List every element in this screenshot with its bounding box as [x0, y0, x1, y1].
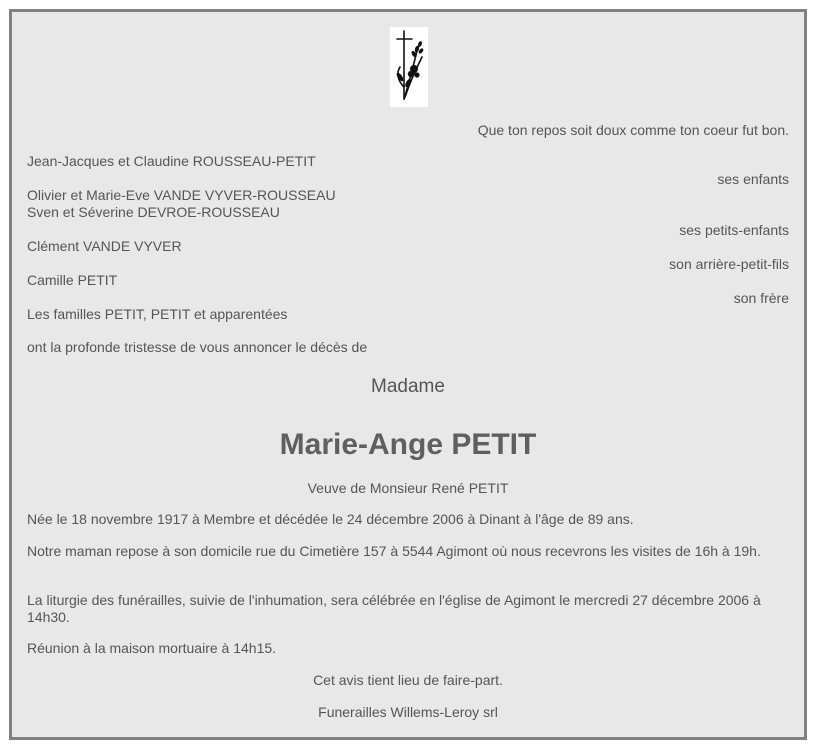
family-name-4: Clément VANDE VYVER	[27, 238, 182, 254]
paragraph-birth-death: Née le 18 novembre 1917 à Membre et décédée le 24 décembre 2006 à Dinant à l'âge de 89 ans.	[27, 511, 634, 527]
relation-grandchildren: ses petits-enfants	[679, 222, 789, 238]
epigraph: Que ton repos soit doux comme ton coeur fut bon.	[477, 122, 789, 138]
deceased-name: Marie-Ange PETIT	[279, 428, 537, 461]
family-name-6: Les familles PETIT, PETIT et apparentées	[27, 306, 288, 322]
family-name-3: Sven et Séverine DEVROE-ROUSSEAU	[27, 204, 280, 220]
announcement: ont la profonde tristesse de vous annoncer le décès de	[27, 339, 368, 355]
paragraph-visitation: Notre maman repose à son domicile rue du Cimetière 157 à 5544 Agimont où nous recevrons les visites de 16h à 19h.	[27, 543, 761, 559]
family-name-2: Olivier et Marie-Eve VANDE VYVER-ROUSSEAU	[27, 187, 336, 203]
paragraph-liturgy: La liturgie des funérailles, suivie de l'inhumation, sera célébrée en l'église de Agimont le mercredi 27 décembre 2006 à 14h30.	[27, 592, 761, 625]
funeral-home: Funerailles Willems-Leroy srl	[318, 704, 498, 720]
family-name-5: Camille PETIT	[27, 272, 118, 288]
relation-children: ses enfants	[717, 171, 789, 187]
widow-of: Veuve de Monsieur René PETIT	[307, 480, 509, 496]
relation-brother: son frère	[733, 290, 789, 306]
obituary-card	[9, 9, 807, 740]
family-name-1: Jean-Jacques et Claudine ROUSSEAU-PETIT	[27, 153, 316, 169]
notice: Cet avis tient lieu de faire-part.	[313, 672, 503, 688]
title-madame: Madame	[371, 376, 445, 397]
relation-great-grandson: son arrière-petit-fils	[669, 256, 789, 272]
cross-wheat-icon	[390, 27, 428, 107]
paragraph-meeting: Réunion à la maison mortuaire à 14h15.	[27, 640, 277, 656]
